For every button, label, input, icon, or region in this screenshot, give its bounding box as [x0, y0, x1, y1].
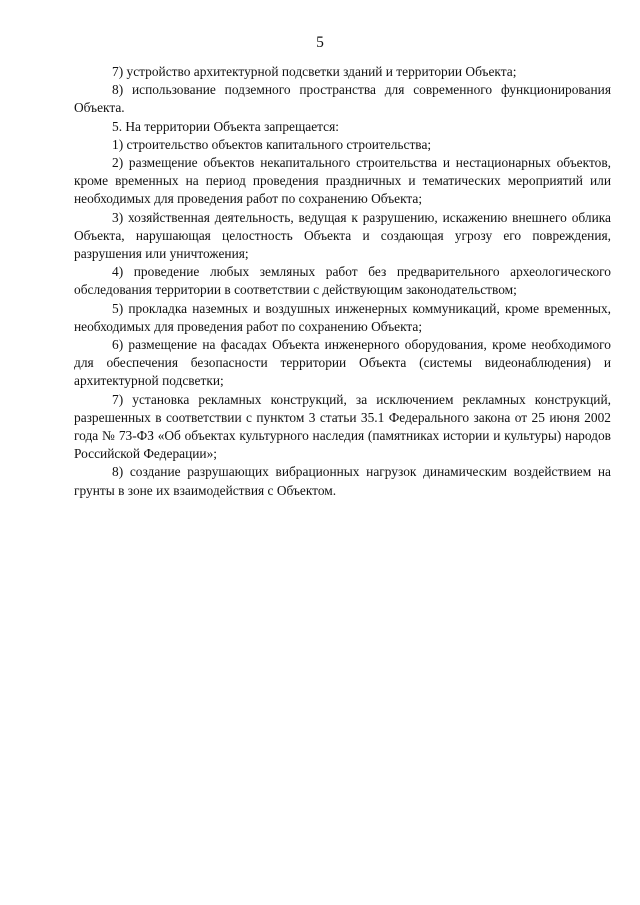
- prohibition-item-5: 5) прокладка наземных и воздушных инженерных коммуникаций, кроме временных, необходимых для проведения работ по сохранению Объекта;: [74, 300, 611, 334]
- prohibition-item-8: 8) создание разрушающих вибрационных нагрузок динамическим воздействием на грунты в зоне их взаимодействия с Объектом.: [74, 464, 611, 498]
- document-body: [74, 63, 611, 500]
- prohibition-item-3: 3) хозяйственная деятельность, ведущая к разрушению, искажению внешнего облика Объекта, нарушающая целостность Объекта и создающая угрозу его повреждения, разрушения или уничтожения;: [74, 209, 611, 262]
- prohibition-item-6: 6) размещение на фасадах Объекта инженерного оборудования, кроме необходимого для обеспечения безопасности территории Объекта (системы видеонаблюдения) и архитектурной подсветки;: [74, 337, 611, 389]
- prohibition-item-4: 4) проведение любых земляных работ без предварительного археологического обследования территории в соответствии с действующим законодательством;: [74, 264, 611, 298]
- paragraph-item-8-underground: 8) использование подземного пространства для современного функционирования Объекта.: [74, 82, 611, 116]
- paragraph-item-7-lighting: 7) устройство архитектурной подсветки зданий и территории Объекта;: [112, 64, 517, 79]
- prohibition-item-7: 7) установка рекламных конструкций, за исключением рекламных конструкций, разрешенных в соответствии с пунктом 3 статьи 35.1 Федерального закона от 25 июня 2002 года № 73-ФЗ «Об объектах культурного наследия (памятниках истории и культуры) народов Российской Федерации»;: [74, 391, 611, 462]
- prohibition-item-1: 1) строительство объектов капитального строительства;: [112, 136, 432, 152]
- page-number: 5: [316, 34, 324, 51]
- prohibition-item-2: 2) размещение объектов некапитального строительства и нестационарных объектов, кроме временных на период проведения праздничных и тематических мероприятий или необходимых для проведения работ по сохранению Объекта;: [74, 155, 611, 207]
- section-5-heading: 5. На территории Объекта запрещается:: [112, 118, 339, 134]
